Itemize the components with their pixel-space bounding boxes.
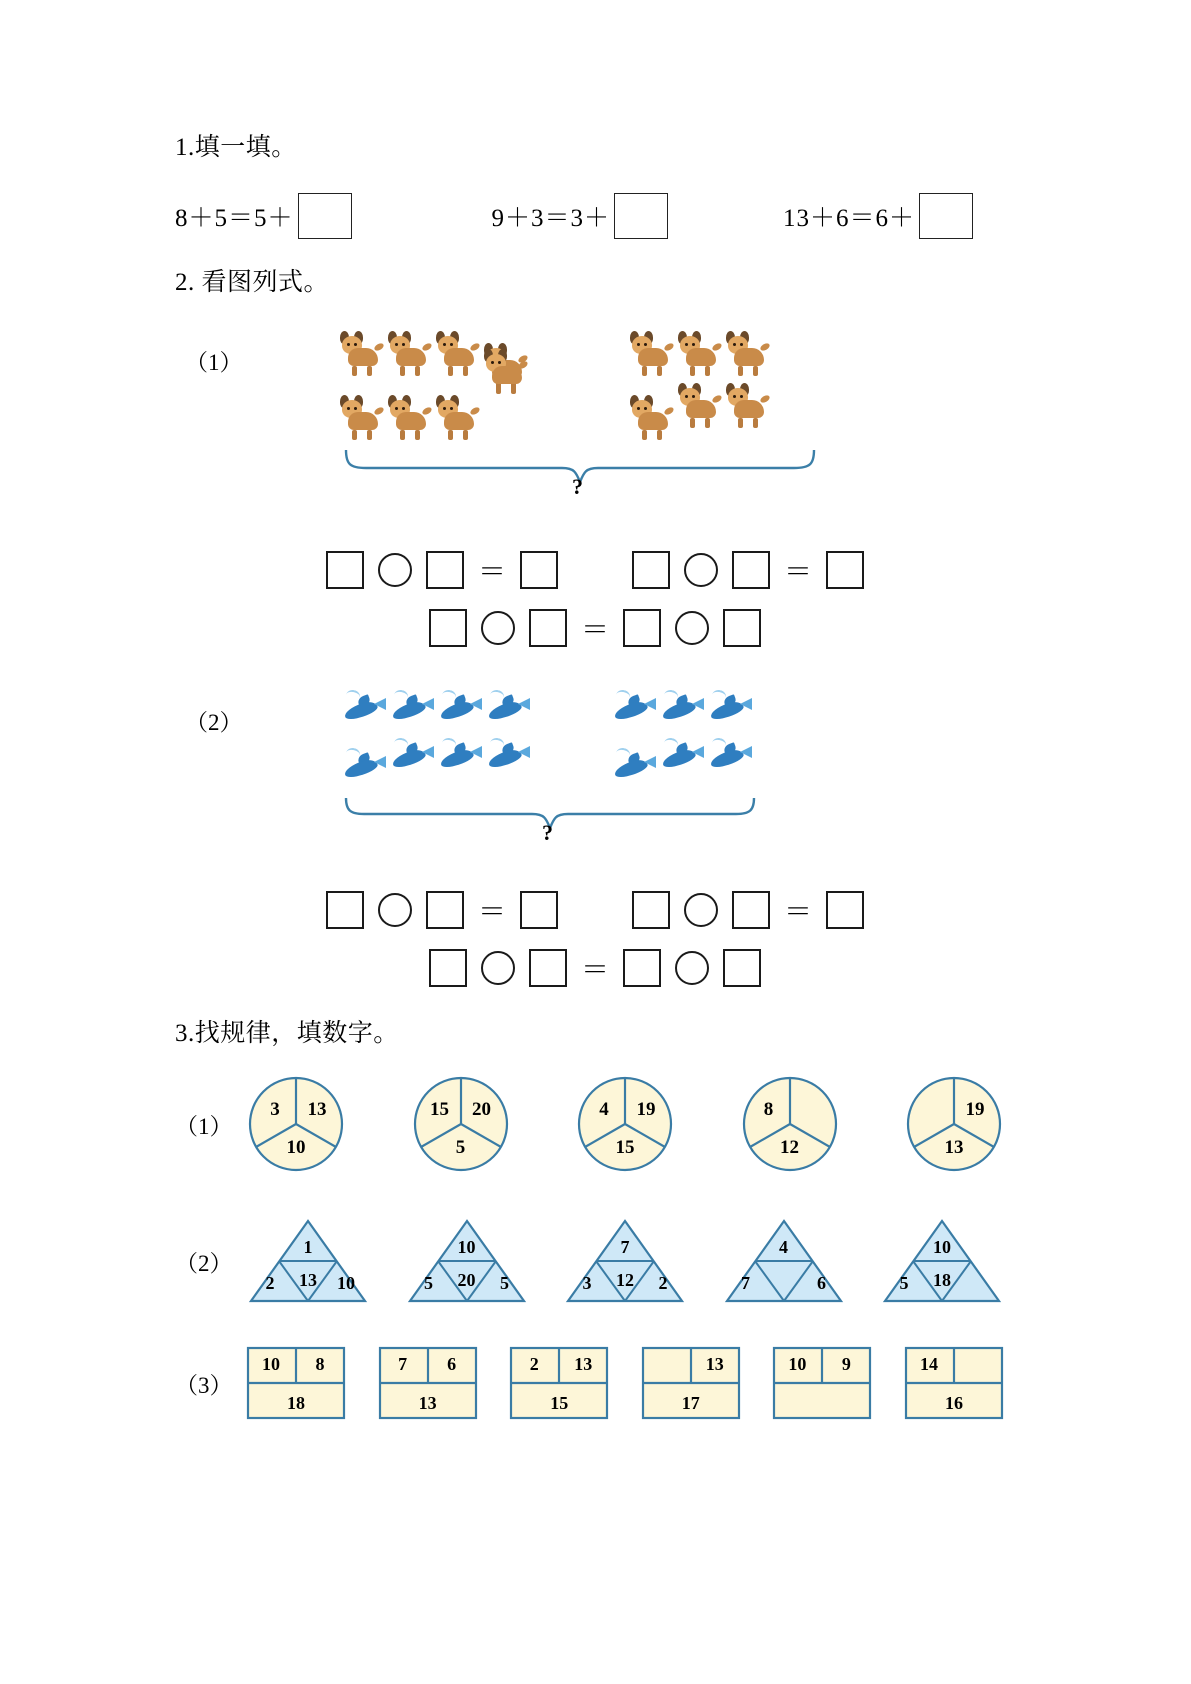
circle-value-bottom[interactable]: 13	[944, 1137, 964, 1158]
square-value-bottom[interactable]: 15	[550, 1393, 569, 1413]
circle-value-top-right[interactable]: 13	[307, 1099, 327, 1120]
section-2-item-2	[175, 682, 1015, 872]
dogs-groups	[340, 328, 820, 444]
circle-figure	[410, 1073, 512, 1175]
dolphins-brace	[340, 796, 820, 845]
circle-value-top-left[interactable]: 8	[763, 1099, 774, 1120]
dog-icon	[726, 380, 774, 432]
dog-icon	[436, 328, 484, 380]
dog-icon	[340, 392, 388, 444]
dog-icon	[484, 346, 532, 398]
triangle-figures	[245, 1215, 1015, 1307]
triangle-value-top[interactable]: 4	[779, 1237, 788, 1257]
square-figure	[245, 1345, 347, 1421]
item-1-equation-row-1	[175, 550, 1015, 590]
square-value-bottom[interactable]: 18	[287, 1393, 305, 1413]
section-1-title: 1.填一填。	[175, 134, 297, 161]
triangle-value-top[interactable]: 10	[933, 1237, 951, 1257]
answer-box[interactable]	[520, 891, 558, 929]
square-value-top-right[interactable]: 8	[315, 1354, 325, 1374]
operator-circle[interactable]	[684, 553, 718, 587]
triangle-value-middle[interactable]: 20	[457, 1270, 476, 1290]
dogs-right-group	[630, 328, 820, 444]
square-figure	[377, 1345, 479, 1421]
answer-box[interactable]	[732, 551, 770, 589]
dolphins-left-group	[340, 688, 550, 794]
dolphin-icon	[388, 736, 436, 784]
square-value-top-right[interactable]: 6	[447, 1354, 457, 1374]
dog-icon	[340, 328, 388, 380]
circle-value-top-right[interactable]: 19	[636, 1099, 656, 1120]
group-3-label: （3）	[175, 1372, 233, 1398]
triangle-value-middle[interactable]: 13	[299, 1270, 317, 1290]
triangle-value-left[interactable]: 5	[899, 1273, 909, 1293]
section-3	[175, 1016, 1015, 1421]
circle-value-top-right[interactable]: 19	[965, 1099, 985, 1120]
square-value-bottom[interactable]: 13	[418, 1393, 437, 1413]
square-value-bottom[interactable]: 16	[944, 1393, 963, 1413]
answer-box[interactable]	[826, 891, 864, 929]
circle-figure	[574, 1073, 676, 1175]
dolphins-groups	[340, 688, 820, 794]
section-1-equations	[175, 191, 1015, 241]
square-value-top-right[interactable]: 13	[574, 1354, 593, 1374]
answer-box[interactable]	[529, 609, 567, 647]
square-value-top-left[interactable]: 10	[262, 1354, 280, 1374]
equation-3	[783, 193, 973, 239]
dog-icon	[630, 392, 678, 444]
group-2-label: （2）	[175, 1250, 233, 1276]
dolphin-icon	[706, 736, 754, 784]
operator-circle[interactable]	[675, 611, 709, 645]
circle-value-bottom[interactable]: 12	[780, 1137, 799, 1158]
dolphin-icon	[610, 746, 658, 794]
equation-2	[492, 193, 669, 239]
answer-box[interactable]	[826, 551, 864, 589]
answer-box[interactable]	[732, 891, 770, 929]
triangle-value-left[interactable]: 2	[265, 1273, 275, 1293]
triangle-value-top[interactable]: 10	[457, 1237, 476, 1257]
triangle-figure	[879, 1215, 1005, 1307]
answer-box[interactable]	[326, 891, 364, 929]
equals-sign: ＝	[477, 897, 506, 928]
dog-icon	[726, 328, 774, 380]
equation-2-blank[interactable]	[614, 193, 668, 239]
dolphin-icon	[436, 688, 484, 736]
circle-value-bottom[interactable]: 10	[286, 1137, 306, 1158]
answer-box[interactable]	[429, 949, 467, 987]
triangle-value-right[interactable]: 10	[337, 1273, 355, 1293]
section-2-item-1	[175, 322, 1015, 522]
item-2-equation-row-2	[175, 948, 1015, 988]
dog-icon	[678, 380, 726, 432]
answer-box[interactable]	[623, 949, 661, 987]
operator-circle[interactable]	[481, 951, 515, 985]
circle-figure	[245, 1073, 347, 1175]
square-figure	[508, 1345, 610, 1421]
dolphins-picture	[340, 682, 820, 845]
item-2-equation-row-1	[175, 890, 1015, 930]
dolphin-icon	[388, 688, 436, 736]
dogs-left-group	[340, 328, 570, 444]
dolphin-icon	[484, 688, 532, 736]
brace-question-mark: ?	[542, 820, 553, 845]
answer-box[interactable]	[632, 891, 670, 929]
equals-sign: ＝	[784, 897, 813, 928]
equals-sign: ＝	[477, 557, 506, 588]
item-1-equation-row-2	[175, 608, 1015, 648]
dogs-brace	[340, 448, 820, 499]
triangle-figure	[562, 1215, 688, 1307]
dolphin-icon	[658, 736, 706, 784]
dolphins-right-group	[610, 688, 770, 794]
operator-circle[interactable]	[684, 893, 718, 927]
equals-sign: ＝	[580, 955, 609, 986]
triangle-value-left[interactable]: 5	[424, 1273, 433, 1293]
operator-circle[interactable]	[675, 951, 709, 985]
dolphin-icon	[658, 688, 706, 736]
triangle-value-right[interactable]: 2	[658, 1273, 668, 1293]
square-value-top-left[interactable]: 14	[919, 1354, 938, 1374]
section-3-title: 3.找规律，填数字。	[175, 1020, 399, 1047]
square-figure	[640, 1345, 742, 1421]
square-value-top-left[interactable]: 7	[398, 1354, 408, 1374]
dolphin-icon	[436, 736, 484, 784]
answer-box[interactable]	[429, 609, 467, 647]
equation-1	[175, 193, 352, 239]
equation-3-text: 13＋6＝6＋	[783, 205, 916, 232]
square-figures	[245, 1345, 1015, 1421]
circle-figure	[739, 1073, 841, 1175]
triangle-value-right[interactable]: 6	[817, 1273, 826, 1293]
answer-box[interactable]	[426, 891, 464, 929]
circle-divided-icon	[903, 1073, 1005, 1175]
equation-1-blank[interactable]	[298, 193, 352, 239]
circle-divided-icon	[245, 1073, 347, 1175]
answer-box[interactable]	[326, 551, 364, 589]
dog-icon	[630, 328, 678, 380]
dog-icon	[388, 392, 436, 444]
triangle-figure	[245, 1215, 371, 1307]
answer-box[interactable]	[529, 949, 567, 987]
equation-1-text: 8＋5＝5＋	[175, 205, 294, 232]
equals-sign: ＝	[580, 615, 609, 646]
dolphin-icon	[484, 736, 532, 784]
dolphin-icon	[340, 746, 388, 794]
section-3-group-3	[175, 1345, 1015, 1421]
square-value-top-left[interactable]: 10	[788, 1354, 807, 1374]
circle-divided-icon	[739, 1073, 841, 1175]
operator-circle[interactable]	[378, 553, 412, 587]
circle-value-top-left[interactable]: 3	[270, 1099, 280, 1120]
section-2-title: 2. 看图列式。	[175, 269, 330, 296]
triangle-value-top[interactable]: 7	[620, 1237, 630, 1257]
dolphin-icon	[610, 688, 658, 736]
square-value-bottom[interactable]: 17	[681, 1393, 700, 1413]
equation-3-blank[interactable]	[919, 193, 973, 239]
dog-icon	[436, 392, 484, 444]
answer-box[interactable]	[723, 949, 761, 987]
operator-circle[interactable]	[481, 611, 515, 645]
triangle-value-left[interactable]: 7	[741, 1273, 750, 1293]
circle-value-top-left[interactable]: 15	[430, 1099, 449, 1120]
square-figure	[771, 1345, 873, 1421]
section-3-group-1	[175, 1073, 1015, 1175]
item-1-label: （1）	[185, 350, 243, 375]
operator-circle[interactable]	[378, 893, 412, 927]
circle-value-bottom[interactable]: 5	[455, 1137, 466, 1158]
dog-icon	[678, 328, 726, 380]
answer-box[interactable]	[520, 551, 558, 589]
equation-2-text: 9＋3＝3＋	[491, 205, 611, 232]
triangle-figure	[721, 1215, 847, 1307]
dolphin-icon	[706, 688, 754, 736]
square-value-top-left[interactable]: 2	[529, 1354, 539, 1374]
worksheet-content	[175, 130, 1015, 1421]
circle-figures	[245, 1073, 1015, 1175]
triangle-value-left[interactable]: 3	[582, 1273, 592, 1293]
triangle-value-right[interactable]: 5	[500, 1273, 509, 1293]
circle-value-bottom[interactable]: 15	[615, 1137, 635, 1158]
square-value-top-right[interactable]: 9	[841, 1354, 851, 1374]
triangle-value-top[interactable]: 1	[303, 1237, 313, 1257]
group-1-label: （1）	[175, 1113, 233, 1139]
item-2-label: （2）	[185, 710, 243, 735]
square-figure	[903, 1345, 1005, 1421]
circle-value-top-left[interactable]: 4	[599, 1099, 609, 1120]
brace-question-mark: ?	[572, 474, 583, 499]
triangle-value-middle[interactable]: 12	[616, 1270, 634, 1290]
equals-sign: ＝	[784, 557, 813, 588]
dolphin-icon	[340, 688, 388, 736]
section-2	[175, 265, 1015, 988]
dog-icon	[388, 328, 436, 380]
answer-box[interactable]	[426, 551, 464, 589]
triangle-value-middle[interactable]: 18	[933, 1270, 951, 1290]
answer-box[interactable]	[623, 609, 661, 647]
square-value-top-right[interactable]: 13	[705, 1354, 724, 1374]
circle-divided-icon	[574, 1073, 676, 1175]
section-3-group-2	[175, 1215, 1015, 1307]
circle-divided-icon	[410, 1073, 512, 1175]
triangle-figure	[404, 1215, 530, 1307]
dogs-picture	[340, 322, 820, 499]
circle-value-top-right[interactable]: 20	[472, 1099, 491, 1120]
answer-box[interactable]	[632, 551, 670, 589]
answer-box[interactable]	[723, 609, 761, 647]
circle-figure	[903, 1073, 1005, 1175]
